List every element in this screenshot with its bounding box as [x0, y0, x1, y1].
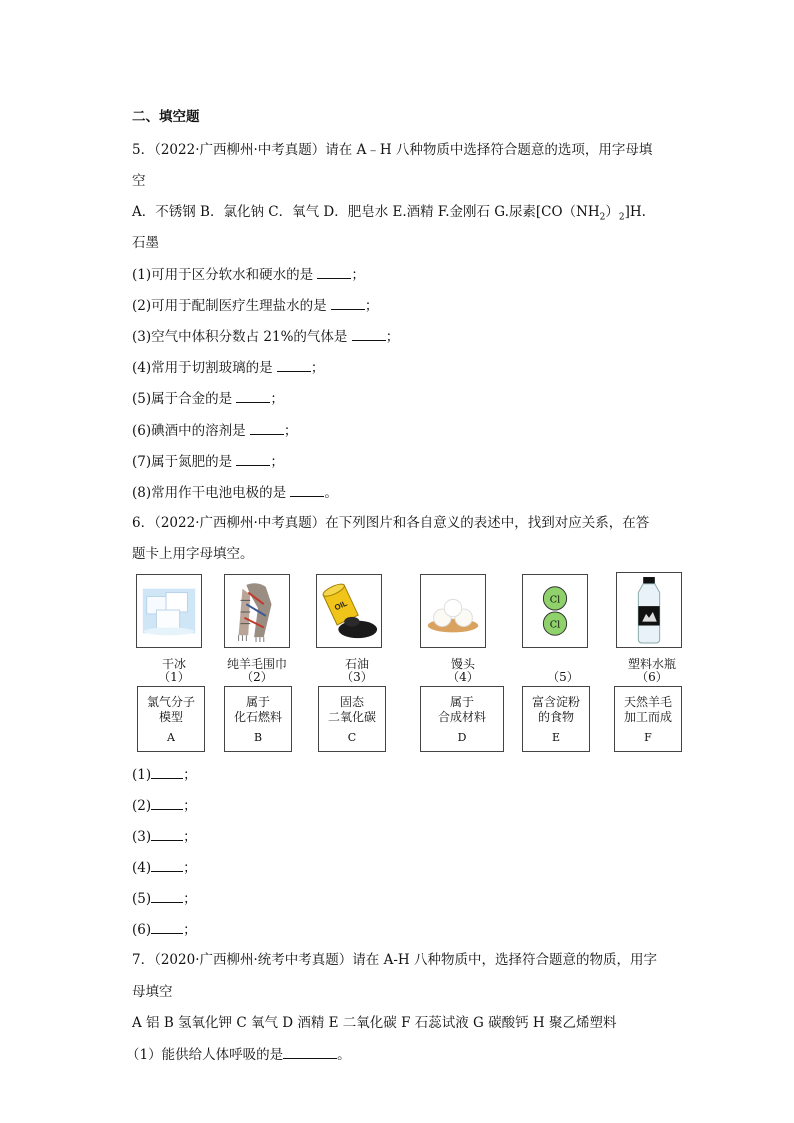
answer-blank[interactable] [317, 264, 351, 279]
caption-4: 馒头 （4） [447, 657, 479, 684]
option-box-f: 天然羊毛 加工而成 F [614, 686, 682, 752]
q5-item-7: (7)属于氮肥的是 ； [132, 451, 284, 472]
option-box-d: 属于 合成材料 D [420, 686, 504, 752]
q5-options-line1: A．不锈钢 B．氯化钠 C．氧气 D．肥皂水 E.酒精 F.金刚石 G.尿素$[CO(NH_2)_2]H$. [132, 204, 646, 223]
answer-blank[interactable] [151, 826, 183, 841]
answer-blank[interactable] [236, 451, 270, 466]
svg-text:Cl: Cl [549, 594, 561, 606]
answer-blank[interactable] [151, 795, 183, 810]
q6-answer-2: (2) ； [132, 795, 197, 816]
answer-blank[interactable] [151, 857, 183, 872]
answer-blank[interactable] [151, 888, 183, 903]
answer-blank[interactable] [250, 420, 284, 435]
dry-ice-image [136, 574, 202, 648]
option-box-c: 固态 二氧化碳 C [318, 686, 386, 752]
q7-item-1: （1）能供给人体呼吸的是 。 [126, 1044, 351, 1065]
answer-blank[interactable] [331, 295, 365, 310]
answer-blank[interactable] [352, 326, 386, 341]
oil-barrel-image [316, 574, 382, 648]
q7-stem-line2: 母填空 [132, 984, 173, 1000]
answer-blank[interactable] [283, 1044, 337, 1059]
q7-stem-line1: 7．（2020·广西柳州·统考中考真题）请在 A-H 八种物质中，选择符合题意的物质，用字 [132, 952, 657, 968]
water-bottle-image [616, 572, 682, 648]
q5-item-4: (4)常用于切割玻璃的是 ； [132, 357, 324, 378]
caption-3: 石油 （3） [341, 657, 373, 684]
q5-item-5: (5)属于合金的是 ； [132, 388, 284, 409]
wool-scarf-image [224, 574, 290, 648]
caption-2: 纯羊毛围巾 （2） [226, 657, 287, 684]
q5-item-2: (2)可用于配制医疗生理盐水的是 ； [132, 295, 378, 316]
q6-stem-line1: 6．（2022·广西柳州·中考真题）在下列图片和各自意义的表述中，找到对应关系，在答 [132, 515, 650, 531]
option-box-e: 富含淀粉 的食物 E [522, 686, 590, 752]
chlorine-molecule-image [522, 574, 588, 648]
answer-blank[interactable] [290, 482, 324, 497]
q5-options-line2: 石墨 [132, 235, 159, 251]
svg-text:OIL: OIL [333, 598, 349, 613]
svg-text:Cl: Cl [549, 619, 561, 631]
q5-item-8: (8)常用作干电池电极的是 。 [132, 482, 338, 503]
answer-blank[interactable] [151, 919, 183, 934]
section-title: 二、填空题 [132, 109, 200, 125]
q5-item-6: (6)碘酒中的溶剂是 ； [132, 420, 297, 441]
option-box-a: 氯气分子 模型 A [137, 686, 205, 752]
q6-answer-5: (5) ； [132, 888, 197, 909]
option-box-b: 属于 化石燃料 B [224, 686, 292, 752]
q6-stem-line2: 题卡上用字母填空。 [132, 546, 254, 562]
q5-stem-line1: 5．（2022·广西柳州·中考真题）请在 A﹣H 八种物质中选择符合题意的选项，用字母填 [132, 142, 653, 158]
answer-blank[interactable] [277, 357, 311, 372]
q7-options: A 铝 B 氢氧化钾 C 氧气 D 酒精 E 二氧化碳 F 石蕊试液 G 碳酸钙 H 聚乙烯塑料 [132, 1015, 617, 1031]
caption-6: 塑料水瓶 （6） [627, 657, 676, 684]
q5-item-1: (1)可用于区分软水和硬水的是 ； [132, 264, 365, 285]
caption-5: （5） [547, 670, 579, 684]
q6-answer-6: (6) ； [132, 919, 197, 940]
q6-answer-3: (3) ； [132, 826, 197, 847]
answer-blank[interactable] [151, 764, 183, 779]
caption-1: 干冰 （1） [158, 657, 190, 684]
q5-stem-line2: 空 [132, 173, 146, 189]
q5-item-3: (3)空气中体积分数占 21%的气体是 ； [132, 326, 399, 347]
answer-blank[interactable] [236, 388, 270, 403]
q6-answer-4: (4) ； [132, 857, 197, 878]
q6-answer-1: (1) ； [132, 764, 197, 785]
steamed-buns-image [420, 574, 486, 648]
